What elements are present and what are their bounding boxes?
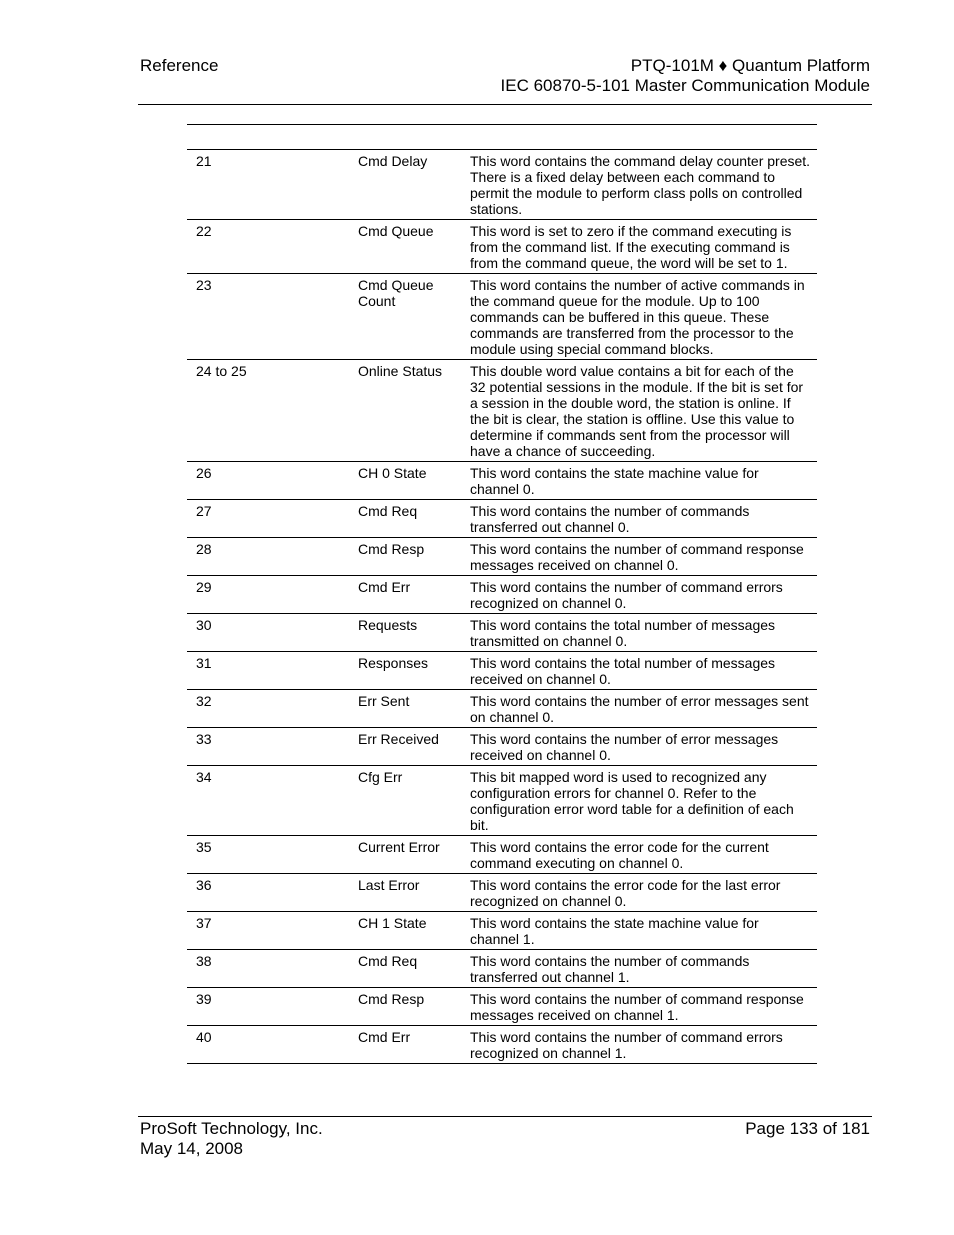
cell-description: This double word value contains a bit for each of the 32 potential sessions in the module. If the bit is set for a session in the double word, the station is online. If the bit is clear, the station is offline. Use this value to determine if commands sent from the processor will have a chance of succeeding. <box>461 360 817 462</box>
cell-offset: 36 <box>187 874 349 912</box>
cell-offset: 33 <box>187 728 349 766</box>
cell-offset: 23 <box>187 274 349 360</box>
cell-content: Online Status <box>349 360 461 462</box>
cell-content: Cmd Err <box>349 1026 461 1064</box>
cell-description: This word contains the state machine value for channel 1. <box>461 912 817 950</box>
table-row <box>187 220 817 274</box>
cell-content: Cfg Err <box>349 766 461 836</box>
cell-content: Cmd Queue <box>349 220 461 274</box>
cell-description: This word contains the total number of messages transmitted on channel 0. <box>461 614 817 652</box>
table-row <box>187 874 817 912</box>
header-product-line: PTQ-101M ♦ Quantum Platform <box>630 56 870 75</box>
table-row <box>187 728 817 766</box>
cell-content: Cmd Delay <box>349 150 461 220</box>
cell-offset: 32 <box>187 690 349 728</box>
table-row <box>187 360 817 462</box>
status-register-table <box>187 149 817 1064</box>
table-row <box>187 576 817 614</box>
cell-content: CH 0 State <box>349 462 461 500</box>
cell-description: This word contains the state machine value for channel 0. <box>461 462 817 500</box>
footer-date: May 14, 2008 <box>140 1139 244 1158</box>
table-row <box>187 988 817 1026</box>
table-row <box>187 538 817 576</box>
cell-offset: 31 <box>187 652 349 690</box>
cell-offset: 24 to 25 <box>187 360 349 462</box>
cell-offset: 40 <box>187 1026 349 1064</box>
header-product-subtitle: IEC 60870-5-101 Master Communication Module <box>500 76 870 95</box>
cell-description: This word contains the number of active commands in the command queue for the module. Up to 100 commands can be buffered in this queue. These commands are transferred from the processor to the module using special command blocks. <box>461 274 817 360</box>
cell-offset: 27 <box>187 500 349 538</box>
cell-offset: 34 <box>187 766 349 836</box>
table-row <box>187 912 817 950</box>
table-top-divider <box>187 124 817 149</box>
footer-page-number: Page 133 of 181 <box>745 1119 870 1138</box>
table-row <box>187 652 817 690</box>
header-product-block <box>501 56 870 96</box>
cell-offset: 37 <box>187 912 349 950</box>
footer-company: ProSoft Technology, Inc. <box>140 1119 323 1138</box>
cell-description: This word contains the command delay counter preset. There is a fixed delay between each command to permit the module to perform class polls on controlled stations. <box>461 150 817 220</box>
footer-divider <box>138 1116 872 1117</box>
cell-content: Err Sent <box>349 690 461 728</box>
cell-content: Last Error <box>349 874 461 912</box>
cell-offset: 28 <box>187 538 349 576</box>
cell-description: This word contains the number of command errors recognized on channel 1. <box>461 1026 817 1064</box>
table-row <box>187 274 817 360</box>
cell-description: This word contains the number of command errors recognized on channel 0. <box>461 576 817 614</box>
cell-description: This word contains the number of error messages sent on channel 0. <box>461 690 817 728</box>
table-row <box>187 1026 817 1064</box>
cell-description: This word contains the number of command response messages received on channel 1. <box>461 988 817 1026</box>
cell-description: This word contains the number of commands transferred out channel 0. <box>461 500 817 538</box>
table-row <box>187 462 817 500</box>
table-row <box>187 150 817 220</box>
status-register-table-container <box>187 124 817 1064</box>
cell-offset: 30 <box>187 614 349 652</box>
cell-offset: 38 <box>187 950 349 988</box>
cell-content: Responses <box>349 652 461 690</box>
footer-company-block <box>140 1119 323 1159</box>
cell-content: CH 1 State <box>349 912 461 950</box>
table-row <box>187 836 817 874</box>
cell-description: This word contains the number of commands transferred out channel 1. <box>461 950 817 988</box>
table-body <box>187 150 817 1064</box>
cell-description: This word contains the error code for the last error recognized on channel 0. <box>461 874 817 912</box>
cell-description: This word contains the error code for the current command executing on channel 0. <box>461 836 817 874</box>
cell-offset: 35 <box>187 836 349 874</box>
cell-content: Current Error <box>349 836 461 874</box>
cell-offset: 22 <box>187 220 349 274</box>
cell-content: Cmd Req <box>349 500 461 538</box>
cell-offset: 21 <box>187 150 349 220</box>
table-row <box>187 766 817 836</box>
cell-description: This word is set to zero if the command executing is from the command list. If the executing command is from the command queue, the word will be set to 1. <box>461 220 817 274</box>
cell-description: This bit mapped word is used to recognized any configuration errors for channel 0. Refer to the configuration error word table for a definition of each bit. <box>461 766 817 836</box>
cell-description: This word contains the number of command response messages received on channel 0. <box>461 538 817 576</box>
cell-description: This word contains the total number of messages received on channel 0. <box>461 652 817 690</box>
table-row <box>187 690 817 728</box>
cell-content: Cmd Err <box>349 576 461 614</box>
cell-content: Cmd Resp <box>349 538 461 576</box>
cell-content: Requests <box>349 614 461 652</box>
table-row <box>187 614 817 652</box>
header-divider <box>138 104 872 105</box>
table-row <box>187 500 817 538</box>
cell-content: Err Received <box>349 728 461 766</box>
cell-content: Cmd Req <box>349 950 461 988</box>
cell-description: This word contains the number of error messages received on channel 0. <box>461 728 817 766</box>
cell-offset: 26 <box>187 462 349 500</box>
table-row <box>187 950 817 988</box>
header-section-label: Reference <box>140 56 219 75</box>
cell-content: Cmd Resp <box>349 988 461 1026</box>
cell-offset: 39 <box>187 988 349 1026</box>
cell-content: Cmd Queue Count <box>349 274 461 360</box>
cell-offset: 29 <box>187 576 349 614</box>
